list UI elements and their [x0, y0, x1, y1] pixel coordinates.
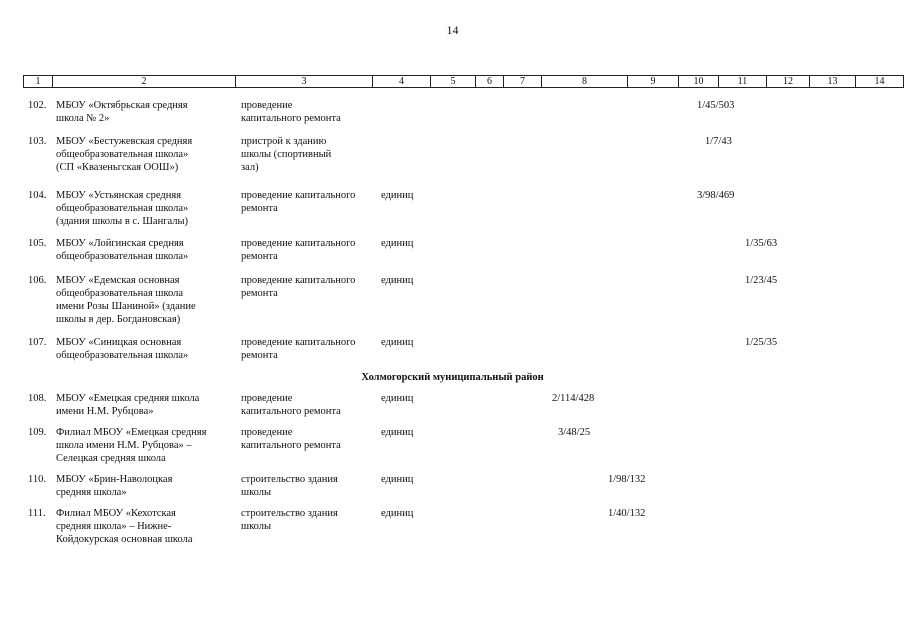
work-type: проведение капитального ремонта: [241, 238, 356, 262]
district-heading: Холмогорский муниципальный район: [361, 372, 544, 383]
row-number: 110.: [28, 474, 46, 485]
column-header: 7: [504, 76, 542, 88]
row-number: 107.: [28, 337, 47, 348]
work-type: проведение капитального ремонта: [241, 393, 341, 417]
unit: единиц: [381, 190, 414, 201]
school-name: МБОУ «Устьянская средняя общеобразовательная школа» (здания школы в с. Шангалы): [56, 190, 189, 227]
unit: единиц: [381, 337, 414, 348]
column-header: 10: [679, 76, 719, 88]
unit: единиц: [381, 393, 414, 404]
row-value: 1/35/63: [745, 238, 778, 249]
school-name: МБОУ «Едемская основная общеобразовательная школа имени Розы Шаниной» (здание школы в дер. Богдановская): [56, 275, 196, 325]
unit: единиц: [381, 508, 414, 519]
work-type: проведение капитального ремонта: [241, 100, 341, 124]
row-value: 2/114/428: [552, 393, 595, 404]
column-header: 13: [810, 76, 856, 88]
row-value: 3/48/25: [558, 427, 591, 438]
row-value: 1/25/35: [745, 337, 778, 348]
row-value: 1/40/132: [608, 508, 646, 519]
work-type: проведение капитального ремонта: [241, 190, 356, 214]
row-value: 1/23/45: [745, 275, 778, 286]
column-header: 11: [719, 76, 767, 88]
column-header: 8: [542, 76, 628, 88]
work-type: проведение капитального ремонта: [241, 275, 356, 299]
row-value: 3/98/469: [697, 190, 735, 201]
page-number: 14: [446, 23, 459, 37]
unit: единиц: [381, 474, 414, 485]
school-name: МБОУ «Бестужевская средняя общеобразовательная школа» (СП «Квазеньгская ООШ»): [56, 136, 193, 173]
school-name: МБОУ «Емецкая средняя школа имени Н.М. Рубцова»: [56, 393, 200, 417]
school-name: МБОУ «Лойгинская средняя общеобразовательная школа»: [56, 238, 189, 262]
unit: единиц: [381, 427, 414, 438]
work-type: пристрой к зданию школы (спортивный зал): [241, 136, 332, 173]
row-value: 1/45/503: [697, 100, 735, 111]
column-header: 1: [24, 76, 53, 88]
work-type: проведение капитального ремонта: [241, 337, 356, 361]
column-header: 3: [236, 76, 373, 88]
unit: единиц: [381, 275, 414, 286]
row-number: 106.: [28, 275, 47, 286]
row-number: 105.: [28, 238, 47, 249]
row-number: 103.: [28, 136, 47, 147]
column-header: 14: [856, 76, 904, 88]
school-name: МБОУ «Синицкая основная общеобразовательная школа»: [56, 337, 189, 361]
row-number: 108.: [28, 393, 47, 404]
row-number: 111.: [28, 508, 46, 519]
row-number: 109.: [28, 427, 47, 438]
column-header: 6: [476, 76, 504, 88]
work-type: строительство здания школы: [241, 508, 338, 532]
school-name: Филиал МБОУ «Емецкая средняя школа имени Н.М. Рубцова» – Селецкая средняя школа: [56, 427, 207, 464]
school-name: МБОУ «Брин-Наволоцкая средняя школа»: [56, 474, 173, 498]
unit: единиц: [381, 238, 414, 249]
row-value: 1/7/43: [705, 136, 732, 147]
row-number: 104.: [28, 190, 47, 201]
row-value: 1/98/132: [608, 474, 646, 485]
school-name: Филиал МБОУ «Кехотская средняя школа» – Нижне- Койдокурская основная школа: [56, 508, 193, 545]
row-number: 102.: [28, 100, 47, 111]
column-header: 2: [53, 76, 236, 88]
school-name: МБОУ «Октябрьская средняя школа № 2»: [56, 100, 188, 124]
column-header: 12: [767, 76, 810, 88]
column-header: 4: [373, 76, 431, 88]
column-header: 9: [628, 76, 679, 88]
work-type: строительство здания школы: [241, 474, 338, 498]
work-type: проведение капитального ремонта: [241, 427, 341, 451]
column-header: 5: [431, 76, 476, 88]
